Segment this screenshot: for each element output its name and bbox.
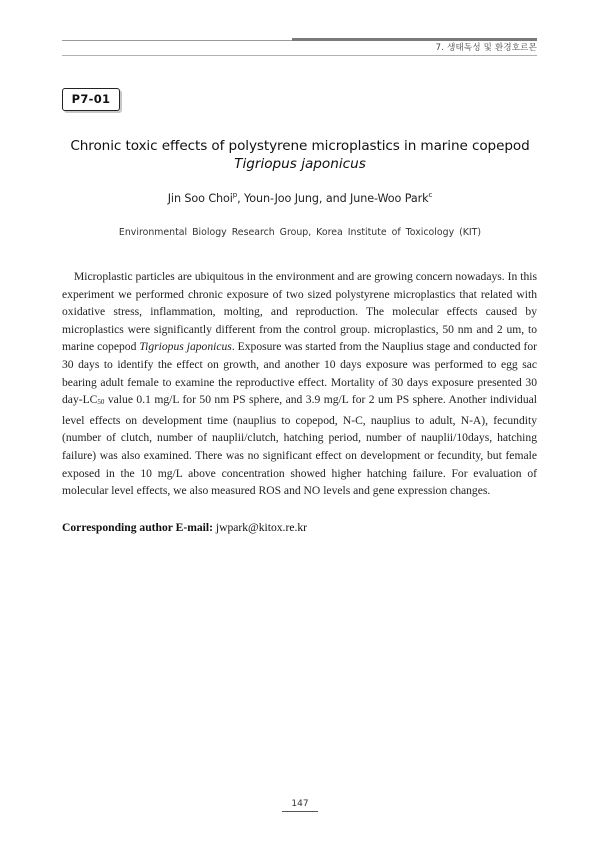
affiliation: Environmental Biology Research Group, Korea Institute of Toxicology (KIT) — [118, 227, 482, 238]
corresponding-author — [62, 521, 307, 534]
abstract-paragraph — [62, 268, 537, 500]
abstract — [62, 268, 537, 500]
author-last-superscript: c — [428, 191, 433, 199]
abstract-lc-subscript: 50 — [97, 398, 105, 407]
page-number: 147 — [291, 799, 309, 809]
abstract-species: Tigriopus japonicus — [139, 340, 232, 354]
author-list — [40, 191, 560, 205]
header-rule-left — [62, 40, 292, 41]
poster-id-badge: P7-01 — [62, 88, 120, 111]
corresponding-email: jwpark@kitox.re.kr — [212, 521, 308, 534]
abstract-text-3: value 0.1 mg/L for 50 nm PS sphere, and 3.9 mg/L for 2 um PS sphere. Another individual level effects on development time (nauplius to copepod, N-C, nauplius to adult, N-A), fecundity (number of clutch, number of nauplii/clutch, hatching period, number of nauplii/10days, hatching failure) was also examined. There was no significant effect on development or fecundity, but female exposed in the 10 mg/L above concentration showed higher hatching failure. For evaluation of molecular level effects, we also measured ROS and NO levels and gene expression changes. — [62, 393, 537, 498]
author-first: Jin Soo Choi — [167, 192, 233, 205]
header-rule-bottom — [62, 55, 537, 56]
page-number-rule — [282, 811, 318, 812]
author-rest: , Youn-Joo Jung, and June-Woo Park — [237, 192, 429, 205]
author-first-superscript: p — [232, 191, 238, 199]
corresponding-label: Corresponding author E-mail: — [62, 521, 213, 534]
abstract-text-2: . Exposure was started from the Nauplius stage and conducted for 30 days to identify the effect on growth, and another 10 days exposure was performed to egg sac bearing adult female to examine the reproductive effect. Mortality of 30 days exposure presented 30 day-LC — [62, 340, 537, 407]
paper-title-species: Tigriopus japonicus — [234, 156, 366, 172]
section-header: 7. 생태독성 및 환경호르몬 — [435, 43, 537, 53]
paper-title: Chronic toxic effects of polystyrene microplastics in marine copepod — [70, 138, 530, 154]
abstract-text-1: Microplastic particles are ubiquitous in the environment and are growing concern nowadays. In this experiment we performed chronic exposure of two sized polystyrene microplastics that related with oxidative stress, inflammation, molting, and reproduction. The molecular effects caused by microplastics were significantly different from the control group. microplastics, 50 nm and 2 um, to marine copepod — [62, 270, 537, 354]
